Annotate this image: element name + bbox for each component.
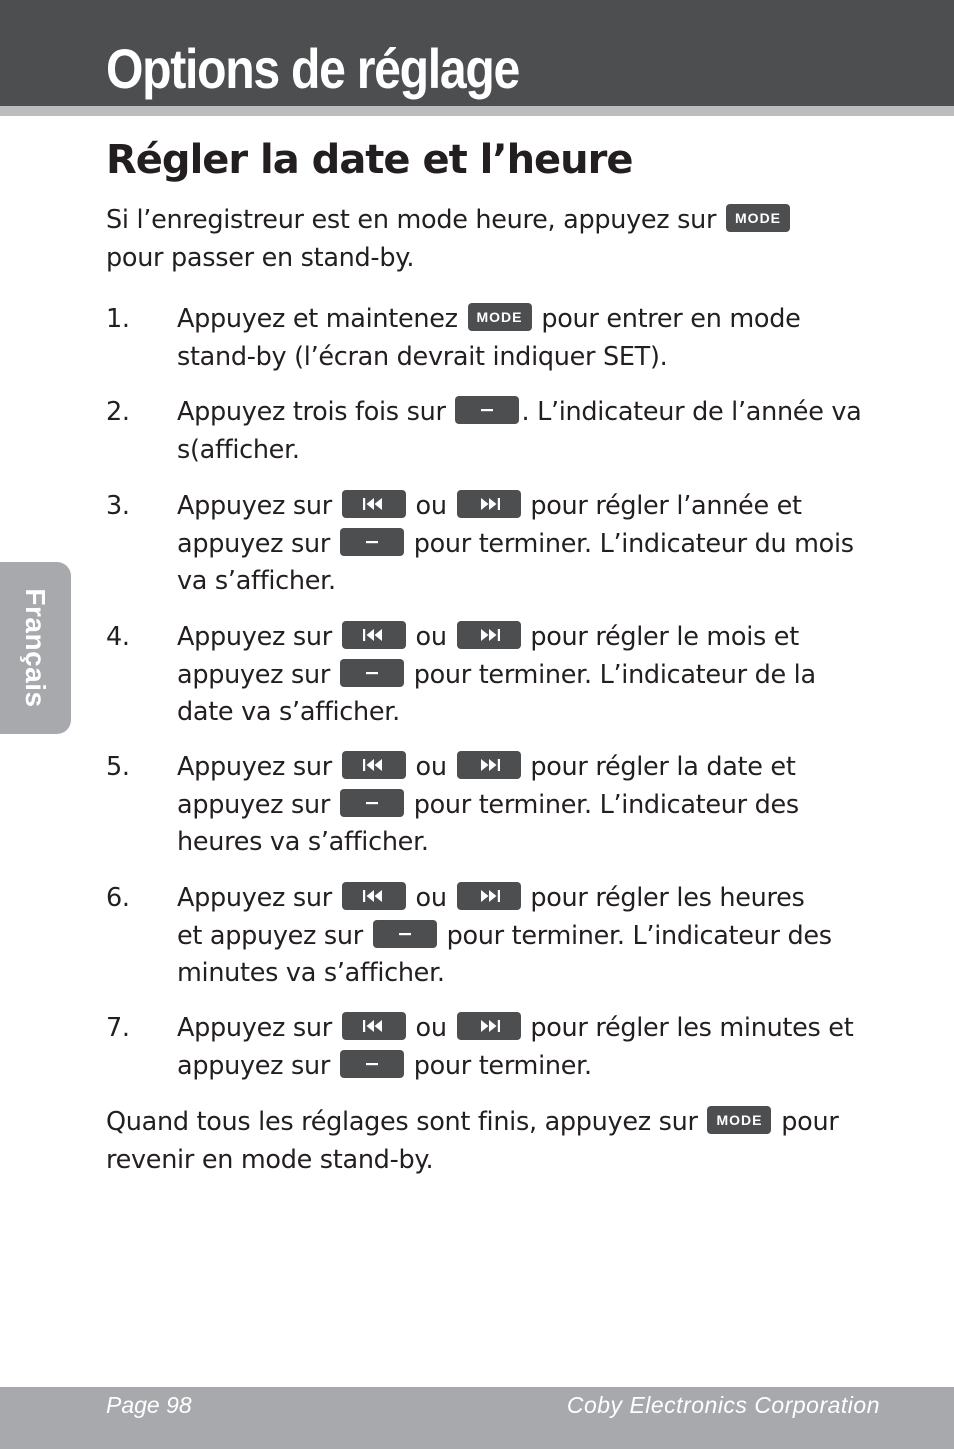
outro-paragraph <box>106 1104 891 1179</box>
company-name: Coby Electronics Corporation <box>566 1392 880 1418</box>
step-text: Appuyez sur <box>177 622 332 652</box>
step-text: Appuyez trois fois sur <box>177 397 446 427</box>
step-number: 2. <box>106 397 130 427</box>
minus-icon <box>398 927 412 941</box>
skip-forward-icon <box>475 497 503 511</box>
step-text: heures va s’afficher. <box>177 827 429 857</box>
minus-icon <box>365 1057 379 1071</box>
next-button-key <box>457 490 521 518</box>
skip-back-icon <box>360 1019 388 1033</box>
mode-button-key: MODE <box>707 1106 771 1134</box>
step-text: pour terminer. <box>413 1050 592 1081</box>
step-number: 3. <box>106 491 130 521</box>
step-text: Appuyez sur <box>177 1013 332 1043</box>
step-text: ou <box>415 752 447 782</box>
next-button-key <box>457 621 521 649</box>
minus-button-key <box>340 659 404 687</box>
previous-button-key <box>342 882 406 910</box>
minus-button-key <box>455 396 519 424</box>
previous-button-key <box>342 621 406 649</box>
mode-button-key: MODE <box>468 303 532 331</box>
minus-icon <box>365 666 379 680</box>
intro-text: Si l’enregistreur est en mode heure, appuyez sur <box>106 205 717 235</box>
step-text: pour terminer. L’indicateur des <box>446 920 832 951</box>
step-text: appuyez sur <box>177 528 331 559</box>
minus-icon <box>480 403 494 417</box>
step-text: Appuyez et maintenez <box>177 304 458 334</box>
minus-button-key <box>340 1050 404 1078</box>
step-text: pour régler les heures <box>530 883 805 913</box>
step-text: s(afficher. <box>177 434 300 465</box>
language-tab-label: Français <box>20 588 51 708</box>
outro-text-line2: revenir en mode stand-by. <box>106 1144 434 1175</box>
next-button-key <box>457 882 521 910</box>
intro-text-line2: pour passer en stand-by. <box>106 242 415 273</box>
skip-forward-icon <box>475 628 503 642</box>
step-text: ou <box>415 491 447 521</box>
minus-icon <box>365 535 379 549</box>
minus-button-key <box>340 528 404 556</box>
intro-paragraph <box>106 202 891 277</box>
step-text: pour terminer. L’indicateur du mois <box>413 528 854 559</box>
minus-button-key <box>340 789 404 817</box>
next-button-key <box>457 1012 521 1040</box>
skip-forward-icon <box>475 758 503 772</box>
skip-forward-icon <box>475 889 503 903</box>
step-text: va s’afficher. <box>177 566 336 596</box>
step-text: minutes va s’afficher. <box>177 958 445 988</box>
minus-button-key <box>373 920 437 948</box>
step-text: appuyez sur <box>177 789 331 820</box>
step-text: Appuyez sur <box>177 491 332 521</box>
step-text: pour régler l’année et <box>530 491 802 521</box>
step-text: stand-by (l’écran devrait indiquer SET). <box>177 341 668 372</box>
step-text: ou <box>415 883 447 913</box>
previous-button-key <box>342 490 406 518</box>
header-divider <box>0 106 954 116</box>
step-text: et appuyez sur <box>177 920 363 951</box>
skip-back-icon <box>360 758 388 772</box>
step-text: Appuyez sur <box>177 752 332 782</box>
step-text: . L’indicateur de l’année va <box>521 397 862 427</box>
step-text: pour terminer. L’indicateur des <box>413 789 799 820</box>
skip-back-icon <box>360 628 388 642</box>
previous-button-key <box>342 751 406 779</box>
page-number: Page 98 <box>106 1392 192 1418</box>
skip-forward-icon <box>475 1019 503 1033</box>
step-number: 1. <box>106 304 130 334</box>
mode-button-key: MODE <box>726 204 790 232</box>
step-text: pour régler le mois et <box>530 622 799 652</box>
step-text: pour régler les minutes et <box>530 1013 854 1043</box>
step-number: 4. <box>106 622 130 652</box>
skip-back-icon <box>360 497 388 511</box>
step-text: appuyez sur <box>177 659 331 690</box>
step-text: date va s’afficher. <box>177 697 400 727</box>
step-text: Appuyez sur <box>177 883 332 913</box>
step-text: pour terminer. L’indicateur de la <box>413 659 816 690</box>
step-number: 6. <box>106 883 130 913</box>
chapter-title: Options de réglage <box>106 37 519 100</box>
step-text: pour régler la date et <box>530 752 796 782</box>
step-number: 5. <box>106 752 130 782</box>
step-text: ou <box>415 1013 447 1043</box>
section-title: Régler la date et l’heure <box>106 137 633 183</box>
step-text: ou <box>415 622 447 652</box>
next-button-key <box>457 751 521 779</box>
previous-button-key <box>342 1012 406 1040</box>
skip-back-icon <box>360 889 388 903</box>
minus-icon <box>365 796 379 810</box>
language-tab <box>0 562 71 734</box>
outro-text: Quand tous les réglages sont finis, appuyez sur <box>106 1107 698 1137</box>
step-number: 7. <box>106 1013 130 1043</box>
outro-text: pour <box>781 1107 839 1137</box>
step-text: pour entrer en mode <box>541 304 801 334</box>
step-text: appuyez sur <box>177 1050 331 1081</box>
